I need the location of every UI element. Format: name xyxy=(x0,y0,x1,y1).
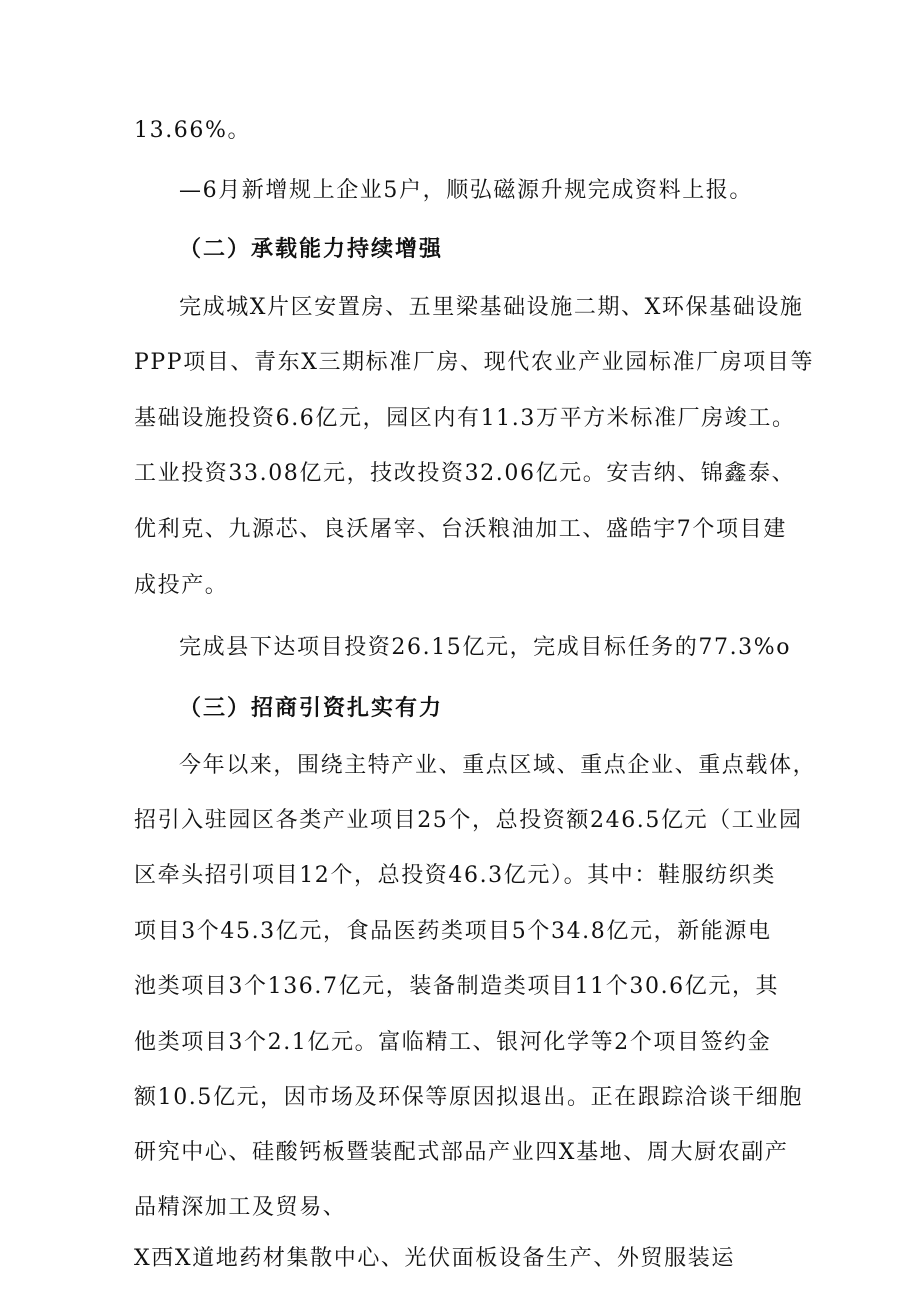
text-line: 完成城X片区安置房、五里梁基础设施二期、X环保基础设施 xyxy=(179,295,804,320)
text-line: 品精深加工及贸易、 xyxy=(134,1195,347,1220)
text-line: 工业投资33.08亿元，技改投资32.06亿元。安吉纳、锦鑫泰、 xyxy=(134,461,796,486)
text-line: 优利克、九源芯、良沃屠宰、台沃粮油加工、盛皓宇7个项目建 xyxy=(134,517,787,542)
text-line: 区牵头招引项目12个，总投资46.3亿元）。其中：鞋服纺织类 xyxy=(134,863,776,888)
text-line: 成投产。 xyxy=(134,573,229,598)
text-line: 13.66%。 xyxy=(134,118,252,143)
text-line: 研究中心、硅酸钙板暨装配式部品产业四X基地、周大厨农副产 xyxy=(134,1140,789,1165)
text-line: 基础设施投资6.6亿元，园区内有11.3万平方米标准厂房竣工。 xyxy=(134,406,796,431)
text-line: 今年以来，围绕主特产业、重点区域、重点企业、重点载体， xyxy=(179,753,817,778)
text-line: 他类项目3个2.1亿元。富临精工、银河化学等2个项目签约金 xyxy=(134,1030,772,1055)
text-line: 招引入驻园区各类产业项目25个，总投资额246.5亿元（工业园 xyxy=(134,808,803,833)
text-line: 池类项目3个136.7亿元，装备制造类项目11个30.6亿元，其 xyxy=(134,974,780,999)
text-line: 项目3个45.3亿元，食品医药类项目5个34.8亿元，新能源电 xyxy=(134,919,772,944)
text-line: 额10.5亿元，因市场及环保等原因拟退出。正在跟踪洽谈干细胞 xyxy=(134,1085,803,1110)
text-line: 完成县下达项目投资26.15亿元，完成目标任务的77.3%o xyxy=(179,635,792,660)
text-line: X西X道地药材集散中心、光伏面板设备生产、外贸服装运 xyxy=(134,1246,735,1271)
text-line: —6月新增规上企业5户，顺弘磁源升规完成资料上报。 xyxy=(179,178,753,203)
text-line: PPP项目、青东X三期标准厂房、现代农业产业园标准厂房项目等 xyxy=(134,350,815,375)
section-heading: （二）承载能力持续增强 xyxy=(179,237,444,262)
section-heading: （三）招商引资扎实有力 xyxy=(179,696,444,721)
